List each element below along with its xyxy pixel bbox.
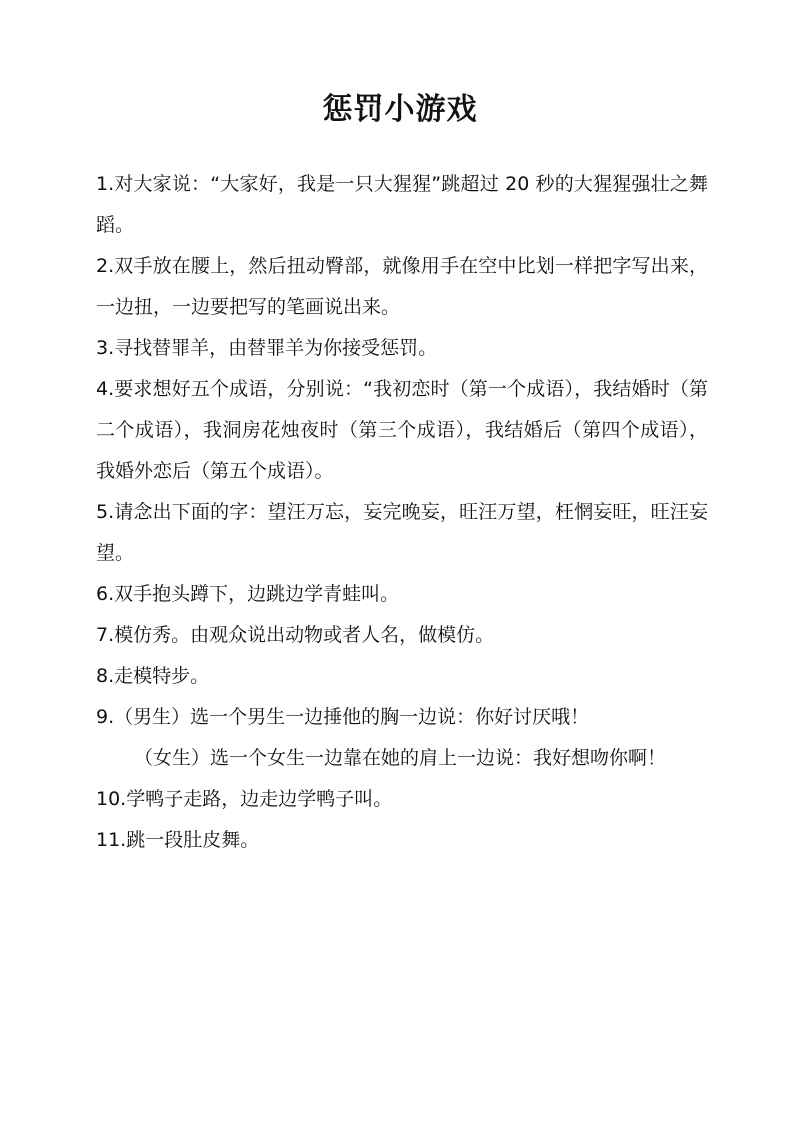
list-item-6: 6.双手抱头蹲下，边跳边学青蛙叫。 bbox=[96, 583, 400, 605]
list-item-8: 8.走模特步。 bbox=[96, 665, 210, 687]
document-title: 惩罚小游戏 bbox=[322, 92, 478, 127]
list-item-3: 3.寻找替罪羊，由替罪羊为你接受惩罚。 bbox=[96, 337, 438, 359]
list-item-9-female: （女生）选一个女生一边靠在她的肩上一边说：我好想吻你啊！ bbox=[134, 747, 667, 769]
list-item-5: 5.请念出下面的字：望汪万忘，妄完晚妄，旺汪万望，枉惘妄旺，旺汪妄望。 bbox=[96, 501, 708, 564]
list-item-10: 10.学鸭子走路，边走边学鸭子叫。 bbox=[96, 788, 393, 810]
list-item-9-male: 9.（男生）选一个男生一边捶他的胸一边说：你好讨厌哦！ bbox=[96, 706, 590, 728]
list-item-11: 11.跳一段肚皮舞。 bbox=[96, 829, 260, 851]
document-body bbox=[96, 164, 708, 861]
list-item-4: 4.要求想好五个成语，分别说：“我初恋时（第一个成语），我结婚时（第二个成语），我洞房花烛夜时（第三个成语），我结婚后（第四个成语），我婚外恋后（第五个成语）。 bbox=[96, 378, 708, 482]
list-item-2: 2.双手放在腰上，然后扭动臀部，就像用手在空中比划一样把字写出来，一边扭，一边要把写的笔画说出来。 bbox=[96, 255, 708, 318]
list-item-1: 1.对大家说：“大家好，我是一只大猩猩”跳超过 20 秒的大猩猩强壮之舞蹈。 bbox=[96, 173, 708, 236]
list-item-7: 7.模仿秀。由观众说出动物或者人名，做模仿。 bbox=[96, 624, 495, 646]
